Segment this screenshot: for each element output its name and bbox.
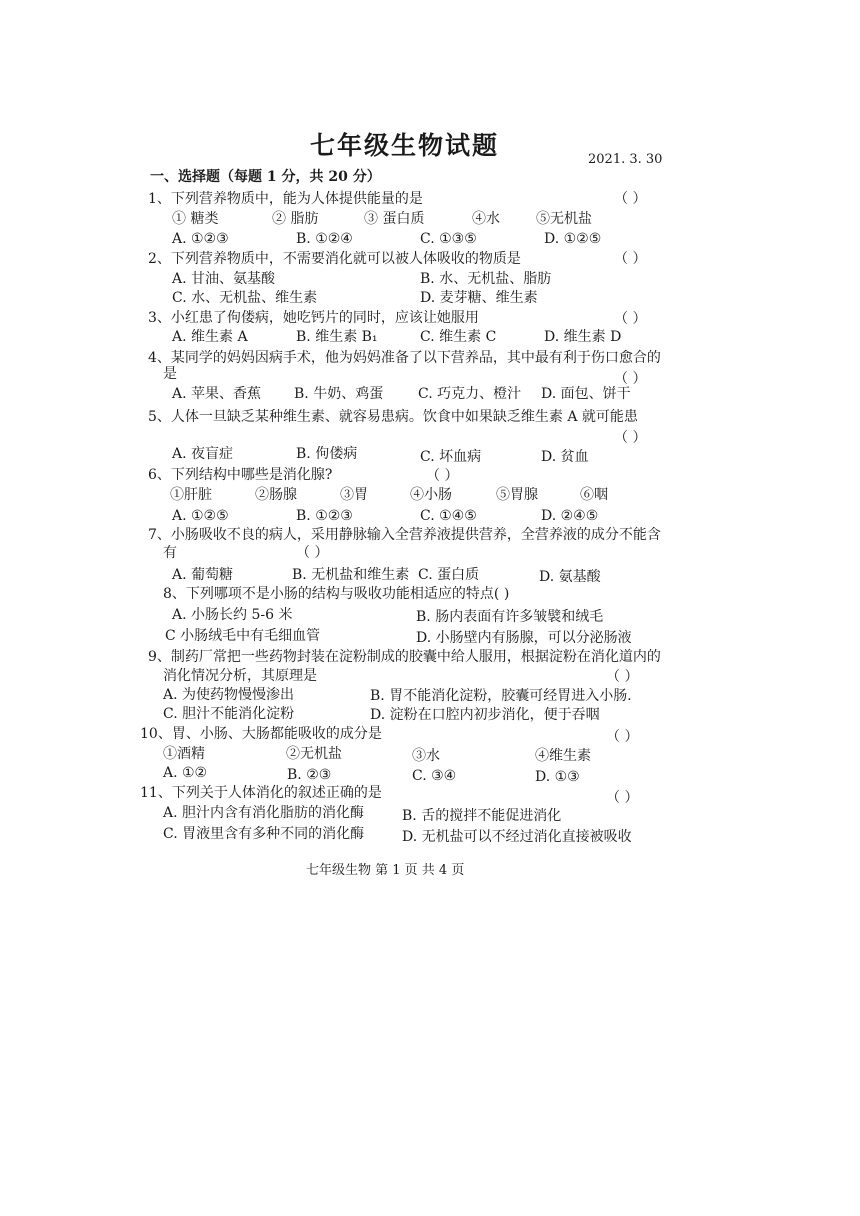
option-d: D. ②④⑤ bbox=[541, 508, 599, 524]
option-c: C. 蛋白质 bbox=[418, 567, 480, 583]
option-b: B. ①②④ bbox=[296, 231, 353, 247]
option-a: A. 葡萄糖 bbox=[172, 567, 234, 583]
question-stem: 1、下列营养物质中，能为人体提供能量的是 bbox=[148, 191, 423, 207]
page-title: 七年级生物试题 bbox=[310, 131, 500, 160]
option-b: B. 牛奶、鸡蛋 bbox=[294, 386, 384, 402]
question-item: ⑥咽 bbox=[580, 487, 608, 503]
question-item: ④水 bbox=[472, 211, 500, 227]
option-d: D. 贫血 bbox=[541, 449, 589, 465]
question-item: ④小肠 bbox=[410, 487, 452, 503]
question-stem-continued: 是 bbox=[163, 366, 177, 382]
answer-blank: （ ） bbox=[614, 311, 647, 327]
question-stem: 11、下列关于人体消化的叙述正确的是 bbox=[140, 785, 382, 801]
option-d: D. 小肠壁内有肠腺，可以分泌肠液 bbox=[416, 630, 632, 646]
answer-blank: （ ） bbox=[606, 729, 639, 745]
question-item: ⑤胃腺 bbox=[496, 487, 538, 503]
option-a: A. 夜盲症 bbox=[172, 446, 234, 462]
answer-blank: （ ） bbox=[614, 371, 647, 387]
answer-blank: （ ） bbox=[426, 468, 459, 484]
option-d: D. 面包、饼干 bbox=[541, 386, 631, 402]
answer-blank: （ ） bbox=[614, 191, 647, 207]
option-d: D. 无机盐可以不经过消化直接被吸收 bbox=[402, 829, 632, 845]
option-c: C. 胆汁不能消化淀粉 bbox=[163, 706, 295, 722]
option-b: B. ①②③ bbox=[296, 508, 353, 524]
option-b: B. 维生素 B₁ bbox=[296, 329, 378, 345]
option-a: A. 胆汁内含有消化脂肪的消化酶 bbox=[163, 805, 365, 821]
question-item: ③胃 bbox=[340, 487, 368, 503]
option-d: D. ①②⑤ bbox=[544, 231, 602, 247]
question-stem: 10、胃、小肠、大肠都能吸收的成分是 bbox=[140, 726, 382, 742]
question-stem: 6、下列结构中哪些是消化腺? bbox=[148, 467, 333, 483]
option-b: B. 佝偻病 bbox=[296, 446, 358, 462]
option-a: A. ①②⑤ bbox=[172, 508, 229, 524]
page-footer: 七年级生物 第 1 页 共 4 页 bbox=[306, 863, 465, 878]
option-c: C. ①④⑤ bbox=[420, 508, 477, 524]
question-item: ②无机盐 bbox=[286, 746, 342, 762]
option-b: B. 无机盐和维生素 bbox=[292, 567, 410, 583]
option-b: B. 水、无机盐、脂肪 bbox=[420, 271, 552, 287]
option-c: C. ③④ bbox=[412, 768, 457, 784]
option-c: C. 巧克力、橙汁 bbox=[418, 386, 522, 402]
option-c: C. 坏血病 bbox=[420, 449, 482, 465]
question-stem: 8、下列哪项不是小肠的结构与吸收功能相适应的特点( ) bbox=[163, 586, 510, 602]
answer-blank: （ ） bbox=[606, 790, 639, 806]
answer-blank: （ ） bbox=[614, 251, 647, 267]
option-b: B. ②③ bbox=[287, 767, 332, 783]
question-stem: 5、人体一旦缺乏某种维生素、就容易患病。饮食中如果缺乏维生素 A 就可能患 bbox=[148, 409, 638, 425]
option-b: B. 肠内表面有许多皱襞和绒毛 bbox=[416, 609, 604, 625]
option-c: C. 胃液里含有多种不同的消化酶 bbox=[163, 826, 365, 842]
option-a: A. 为使药物慢慢渗出 bbox=[163, 687, 295, 703]
option-c: C 小肠绒毛中有毛细血管 bbox=[165, 628, 321, 644]
exam-date: 2021. 3. 30 bbox=[588, 152, 663, 167]
question-stem: 4、某同学的妈妈因病手术，他为妈妈准备了以下营养品，其中最有利于伤口愈合的 bbox=[148, 350, 661, 366]
question-item: ⑤无机盐 bbox=[536, 211, 592, 227]
option-c: C. 水、无机盐、维生素 bbox=[172, 290, 318, 306]
option-a: A. 甘油、氨基酸 bbox=[172, 271, 276, 287]
question-item: ②肠腺 bbox=[255, 487, 297, 503]
option-d: D. 氨基酸 bbox=[539, 569, 601, 585]
question-item: ①肝脏 bbox=[170, 487, 212, 503]
answer-blank: （ ） bbox=[606, 669, 639, 685]
question-stem-continued: 消化情况分析，其原理是 bbox=[163, 668, 317, 684]
option-a: A. ①②③ bbox=[172, 231, 229, 247]
question-stem: 2、下列营养物质中，不需要消化就可以被人体吸收的物质是 bbox=[148, 251, 521, 267]
section-heading: 一、选择题（每题 1 分，共 20 分） bbox=[150, 169, 381, 185]
option-b: B. 舌的搅拌不能促进消化 bbox=[402, 808, 562, 824]
option-d: D. 维生素 D bbox=[544, 329, 622, 345]
option-d: D. 淀粉在口腔内初步消化，便于吞咽 bbox=[370, 707, 600, 723]
option-a: A. 维生素 A bbox=[172, 329, 248, 345]
question-stem: 9、制药厂常把一些药物封装在淀粉制成的胶囊中给人服用，根据淀粉在消化道内的 bbox=[148, 649, 661, 665]
question-item: ③ 蛋白质 bbox=[364, 211, 425, 227]
question-item: ①酒精 bbox=[163, 746, 205, 762]
option-c: C. ①③⑤ bbox=[420, 231, 477, 247]
option-c: C. 维生素 C bbox=[420, 329, 497, 345]
option-a: A. ①② bbox=[163, 765, 208, 781]
question-stem: 7、小肠吸收不良的病人，采用静脉输入全营养液提供营养，全营养液的成分不能含 bbox=[148, 527, 661, 543]
answer-blank: （ ） bbox=[296, 545, 329, 561]
option-a: A. 小肠长约 5-6 米 bbox=[172, 607, 293, 623]
question-stem: 3、小红患了佝偻病，她吃钙片的同时，应该让她服用 bbox=[148, 310, 479, 326]
question-item: ③水 bbox=[412, 748, 440, 764]
question-item: ④维生素 bbox=[535, 748, 591, 764]
question-stem-continued: 有 bbox=[163, 545, 177, 561]
option-d: D. 麦芽糖、维生素 bbox=[420, 290, 538, 306]
answer-blank: （ ） bbox=[614, 430, 647, 446]
option-a: A. 苹果、香蕉 bbox=[172, 386, 262, 402]
question-item: ② 脂肪 bbox=[272, 211, 319, 227]
question-item: ① 糖类 bbox=[172, 211, 219, 227]
option-d: D. ①③ bbox=[535, 769, 580, 785]
option-b: B. 胃不能消化淀粉，胶囊可经胃进入小肠. bbox=[370, 688, 632, 704]
